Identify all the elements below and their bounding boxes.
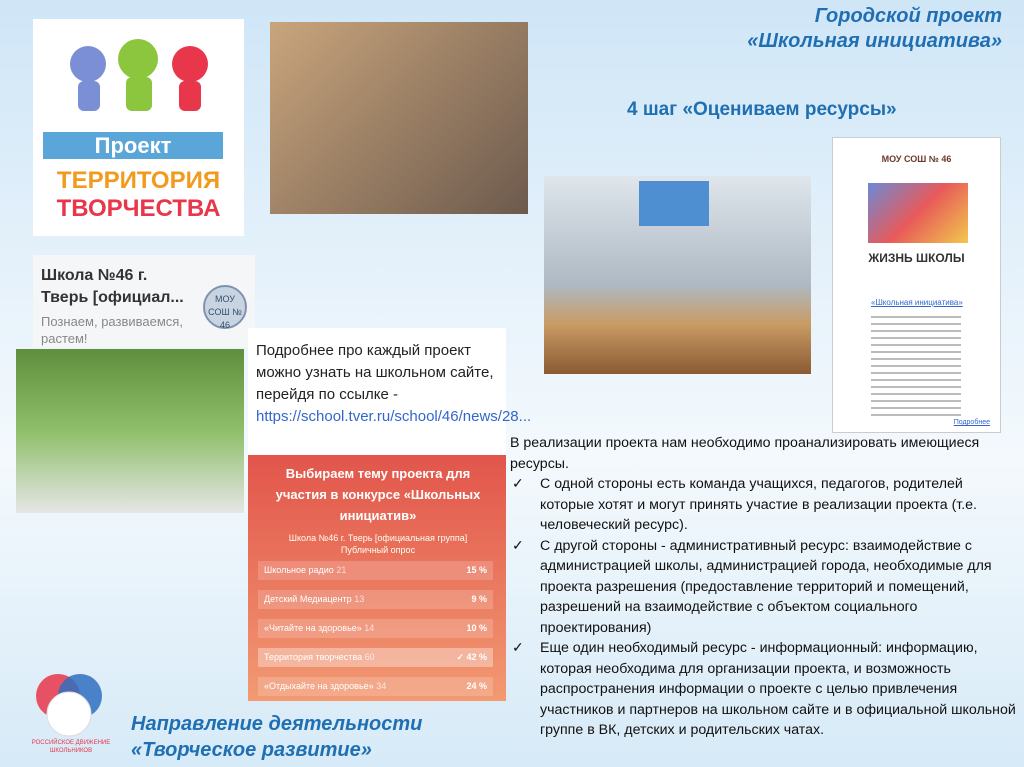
checkmark-icon: ✓ [512,537,524,554]
poll-option-label: Детский Медиацентр [264,594,352,604]
poll-title: Выбираем тему проекта для участия в конкурсе «Школьных инициатив» [275,466,481,523]
poll-option-votes: 34 [376,681,387,691]
intro-paragraph: В реализации проекта нам необходимо проанализировать имеющиеся ресурсы. [510,435,980,472]
checkmark-icon: ✓ [512,476,524,492]
school-seal: МОУ СОШ № 46 [203,285,247,329]
poll-option[interactable] [258,619,493,638]
poll-option-votes: 21 [336,565,347,575]
presentation-photo [544,176,811,374]
project-title-line2: «Школьная инициатива» [747,30,1002,52]
resources-text [510,433,1020,741]
project-badge: Проект [43,132,223,159]
project-title [747,4,1002,54]
project-logo [33,19,244,236]
list-item-text: С другой стороны - административный ресурс: взаимодействие с администрацией школы, администрацией города, необходимые для проекта разрешения (предоставление территорий и помещений, разрешений на взаимодействие с объектом социального проектирования) [540,537,992,636]
vk-poll [248,455,506,701]
website-section: ЖИЗНЬ ШКОЛЫ [868,251,965,265]
website-banner [868,183,968,243]
website-more-link[interactable]: Подробнее [953,419,990,426]
checkmark-icon: ✓ [512,640,524,656]
list-item-text: Еще один необходимый ресурс - информационный: информацию, которая необходима для организации проекта, и возможность распространения информации о проекте с целью привлечения участников и партнеров на школьном сайте и в официальной школьной группе в ВК, детских и родительских чатах. [540,640,1016,738]
projector-screen [639,181,709,226]
poll-option[interactable] [258,677,493,696]
rdsh-logo [28,666,114,761]
direction-line1: Направление деятельности [131,713,423,735]
students-working-photo [270,22,528,214]
school-name-line1: Школа №46 г. [41,267,148,284]
poll-option-votes: 13 [354,594,365,604]
direction-line2: «Творческое развитие» [131,739,372,761]
poll-option-label: «Читайте на здоровье» [264,623,362,633]
school-website-screenshot [832,137,1001,433]
logo-line2: ТВОРЧЕСТВА [56,195,221,222]
poll-option-label: «Отдыхайте на здоровье» [264,681,374,691]
poll-option-percent: 24 % [466,681,487,691]
website-school-name: МОУ СОШ № 46 [881,154,952,164]
poll-option[interactable] [258,590,493,609]
list-item [510,536,1020,639]
project-title-line1: Городской проект [814,5,1002,27]
rdsh-logo-mark [28,666,114,741]
list-item [510,638,1020,741]
school-vk-card[interactable] [33,255,255,347]
post-text: Подробнее про каждый проект можно узнать на школьном сайте, перейдя по ссылке - [256,342,494,403]
poll-option-percent: 10 % [466,623,487,633]
list-item-text: С одной стороны есть команда учащихся, педагогов, родителей которые хотят и могут принять участие в реализации проекта (т.е. человеческий ресурс). [540,476,977,533]
school-name [41,265,184,309]
resources-list [510,474,1020,741]
logo-line1: ТЕРРИТОРИЯ [56,167,221,194]
poll-option-votes: 60 [364,652,375,662]
poll-option-votes: 14 [364,623,375,633]
two-students-photo [16,349,244,513]
direction-title [131,711,422,763]
post-link[interactable]: https://school.tver.ru/school/46/news/28... [256,408,532,425]
poll-subtitle: Школа №46 г. Тверь [официальная группа] Публичный опрос [288,533,468,555]
poll-option[interactable] [258,648,493,667]
poll-option-label: Территория творчества [264,652,363,662]
step-title: 4 шаг «Оцениваем ресурсы» [627,99,897,120]
poll-option[interactable] [258,561,493,580]
school-name-line2: Тверь [официал... [41,289,184,306]
kids-illustration [33,19,244,129]
vk-post [248,328,532,460]
poll-option-label: Школьное радио [264,565,334,575]
list-item [510,474,1020,536]
website-heading[interactable]: «Школьная инициатива» [871,298,963,307]
poll-option-percent: ✓ 42 % [456,652,487,662]
poll-option-percent: 9 % [471,594,487,604]
rdsh-logo-text: РОССИЙСКОЕ ДВИЖЕНИЕ ШКОЛЬНИКОВ [31,740,111,754]
school-motto: Познаем, развиваемся, растем! [41,314,183,346]
poll-option-percent: 15 % [466,565,487,575]
website-article-text [871,316,961,416]
